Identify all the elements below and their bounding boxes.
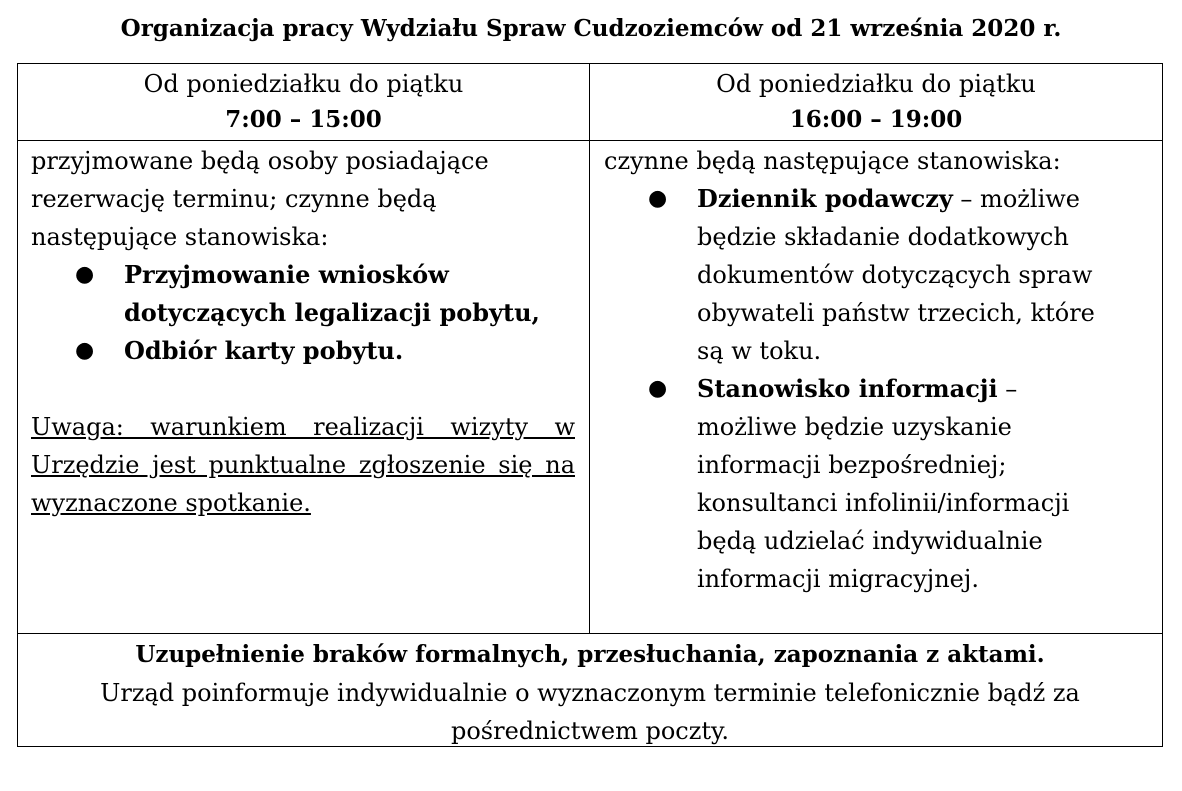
column-header-days: Od poniedziałku do piątku xyxy=(716,70,1036,98)
intro-line: rezerwację terminu; czynne będą xyxy=(31,185,437,213)
stations-list xyxy=(604,180,1152,598)
station-description: są w toku. xyxy=(697,337,822,365)
bullet-icon: ● xyxy=(75,262,95,287)
footer-cell xyxy=(18,636,1162,750)
list-item xyxy=(604,180,1152,370)
bullet-icon: ● xyxy=(75,338,95,363)
column-divider xyxy=(589,64,590,634)
list-item xyxy=(604,370,1152,598)
intro-line: czynne będą następujące stanowiska: xyxy=(604,147,1061,175)
station-description: – xyxy=(997,375,1018,403)
station-name: dotyczących legalizacji pobytu, xyxy=(124,298,540,327)
station-description: – możliwe xyxy=(952,185,1081,213)
stations-list xyxy=(31,256,577,370)
bullet-icon: ● xyxy=(648,186,668,211)
station-description: obywateli państw trzecich, które xyxy=(697,299,1095,327)
station-description: konsultanci infolinii/informacji xyxy=(697,489,1070,517)
station-description: dokumentów dotyczących spraw xyxy=(697,261,1093,289)
evening-cell xyxy=(604,142,1152,598)
station-name: Odbiór karty pobytu. xyxy=(124,336,404,365)
document-title: Organizacja pracy Wydziału Spraw Cudzoziemców od 21 września 2020 r. xyxy=(120,15,1062,42)
footer-title: Uzupełnienie braków formalnych, przesłuchania, zapoznania z aktami. xyxy=(135,641,1045,668)
intro-line: przyjmowane będą osoby posiadające xyxy=(31,147,489,175)
column-header-days: Od poniedziałku do piątku xyxy=(143,70,464,98)
station-description: będzie składanie dodatkowych xyxy=(697,223,1069,251)
column-header-hours: 7:00 – 15:00 xyxy=(225,106,382,133)
column-header-evening xyxy=(590,66,1162,138)
footer-divider xyxy=(18,633,1162,634)
station-description: możliwe będzie uzyskanie xyxy=(697,413,1012,441)
schedule-table xyxy=(17,63,1163,747)
station-description: informacji bezpośredniej; xyxy=(697,451,1007,479)
column-header-morning xyxy=(18,66,589,138)
footer-text: Urząd poinformuje indywidualnie o wyznaczonym terminie telefonicznie bądź za pośrednictwem poczty. xyxy=(100,679,1080,745)
header-divider xyxy=(18,140,1162,141)
morning-cell xyxy=(31,142,577,522)
column-header-hours: 16:00 – 19:00 xyxy=(789,106,963,133)
station-description: informacji migracyjnej. xyxy=(697,565,979,593)
station-name: Stanowisko informacji xyxy=(697,374,998,403)
list-item xyxy=(31,332,577,370)
bullet-icon: ● xyxy=(648,376,668,401)
visit-note: Uwaga: warunkiem realizacji wizyty w Urzędzie jest punktualne zgłoszenie się na wyznaczone spotkanie. xyxy=(31,413,575,517)
list-item xyxy=(31,256,577,332)
intro-line: następujące stanowiska: xyxy=(31,223,329,251)
station-name: Dziennik podawczy xyxy=(697,184,953,213)
station-description: będą udzielać indywidualnie xyxy=(697,527,1043,555)
station-name: Przyjmowanie wniosków xyxy=(124,260,449,289)
